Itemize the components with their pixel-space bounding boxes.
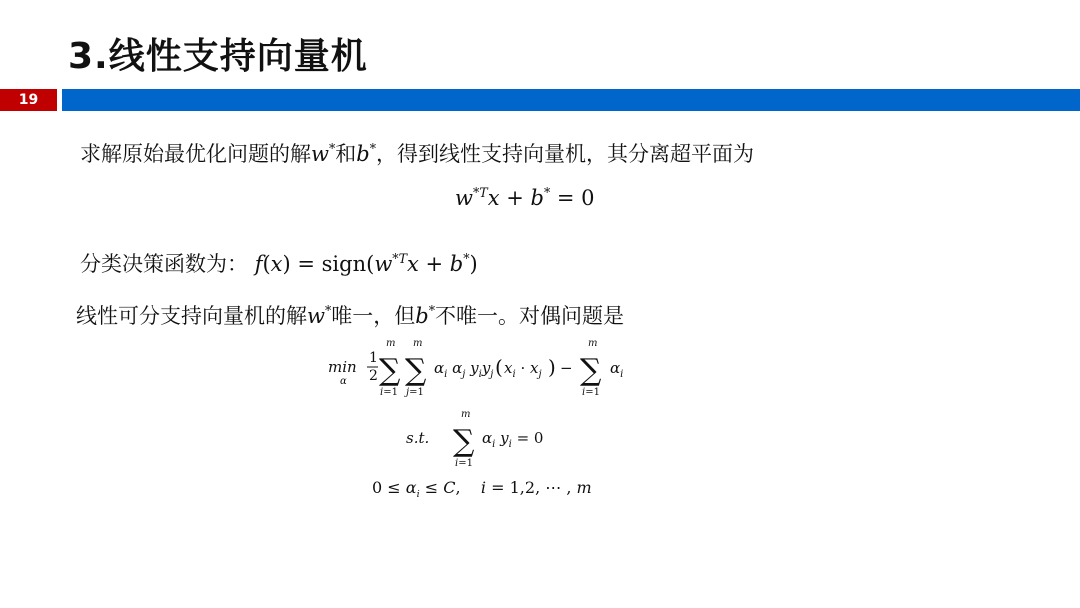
svg-text:j=1: j=1	[406, 387, 424, 398]
svg-text:m: m	[461, 409, 471, 420]
svg-text:∑: ∑	[405, 353, 427, 388]
text-solution-prefix: 求解原始最优化问题的解	[80, 142, 311, 166]
svg-text:min: min	[328, 358, 357, 376]
equation-constraint-bounds: $0 \le \alpha_i \le C$, i = 1,2, ⋯ , m	[372, 478, 592, 501]
symbol-b: b*	[356, 141, 377, 166]
text-uniqueness-suffix: 不唯一。对偶问题是	[435, 304, 625, 328]
symbol-b-unique: b*	[415, 303, 436, 328]
text-decision-prefix: 分类决策函数为：	[80, 252, 248, 276]
equation-decision-function: $f(x) = sign(w^{*T}x + b^*)$	[254, 251, 478, 276]
svg-text:i=1: i=1	[380, 387, 398, 398]
svg-text:∑: ∑	[453, 424, 475, 459]
symbol-w: w*	[311, 141, 336, 166]
svg-text:α: α	[340, 376, 347, 387]
text-line-decision	[80, 248, 478, 278]
text-uniqueness-prefix: 线性可分支持向量机的解	[76, 304, 307, 328]
svg-text:1: 1	[369, 350, 378, 366]
svg-text:i=1: i=1	[582, 387, 600, 398]
svg-text:m: m	[386, 338, 396, 349]
svg-text:s.t.: s.t.	[406, 429, 430, 447]
svg-text:αi: $\alpha_i$	[610, 359, 624, 380]
svg-text:xi · xj: $x_i \cdot x_j$	[504, 359, 542, 380]
svg-text:αi αj yiyj: $\alpha_i$ $\alpha_j$ $y_iy_j$	[434, 359, 494, 380]
svg-text:m: m	[413, 338, 423, 349]
svg-text:−: −	[560, 359, 573, 377]
equation-constraint-sum	[400, 404, 570, 468]
slide-number-badge: 19	[0, 89, 57, 111]
equation-hyperplane: $w^{*T}x + b^* = 0$	[455, 185, 595, 210]
symbol-w-unique: w*	[307, 303, 332, 328]
svg-text:m: m	[588, 338, 598, 349]
header-band	[62, 89, 1080, 111]
svg-text:): )	[548, 355, 556, 379]
svg-text:αi yi = 0: $\alpha_i$ $y_i = 0$	[482, 429, 544, 450]
text-line-uniqueness	[76, 300, 624, 330]
text-uniqueness-mid: 唯一，但	[331, 304, 416, 328]
svg-text:i=1: i=1	[455, 458, 473, 468]
svg-text:(: (	[495, 355, 503, 379]
text-line-solution	[80, 138, 754, 168]
svg-text:∑: ∑	[379, 353, 401, 388]
text-solution-suffix: ，得到线性支持向量机，其分离超平面为	[376, 142, 755, 166]
slide-title: 3.线性支持向量机	[68, 36, 368, 77]
equation-dual-objective	[320, 334, 650, 400]
svg-text:∑: ∑	[580, 353, 602, 388]
text-and: 和	[335, 142, 357, 166]
svg-text:2: 2	[369, 368, 378, 384]
